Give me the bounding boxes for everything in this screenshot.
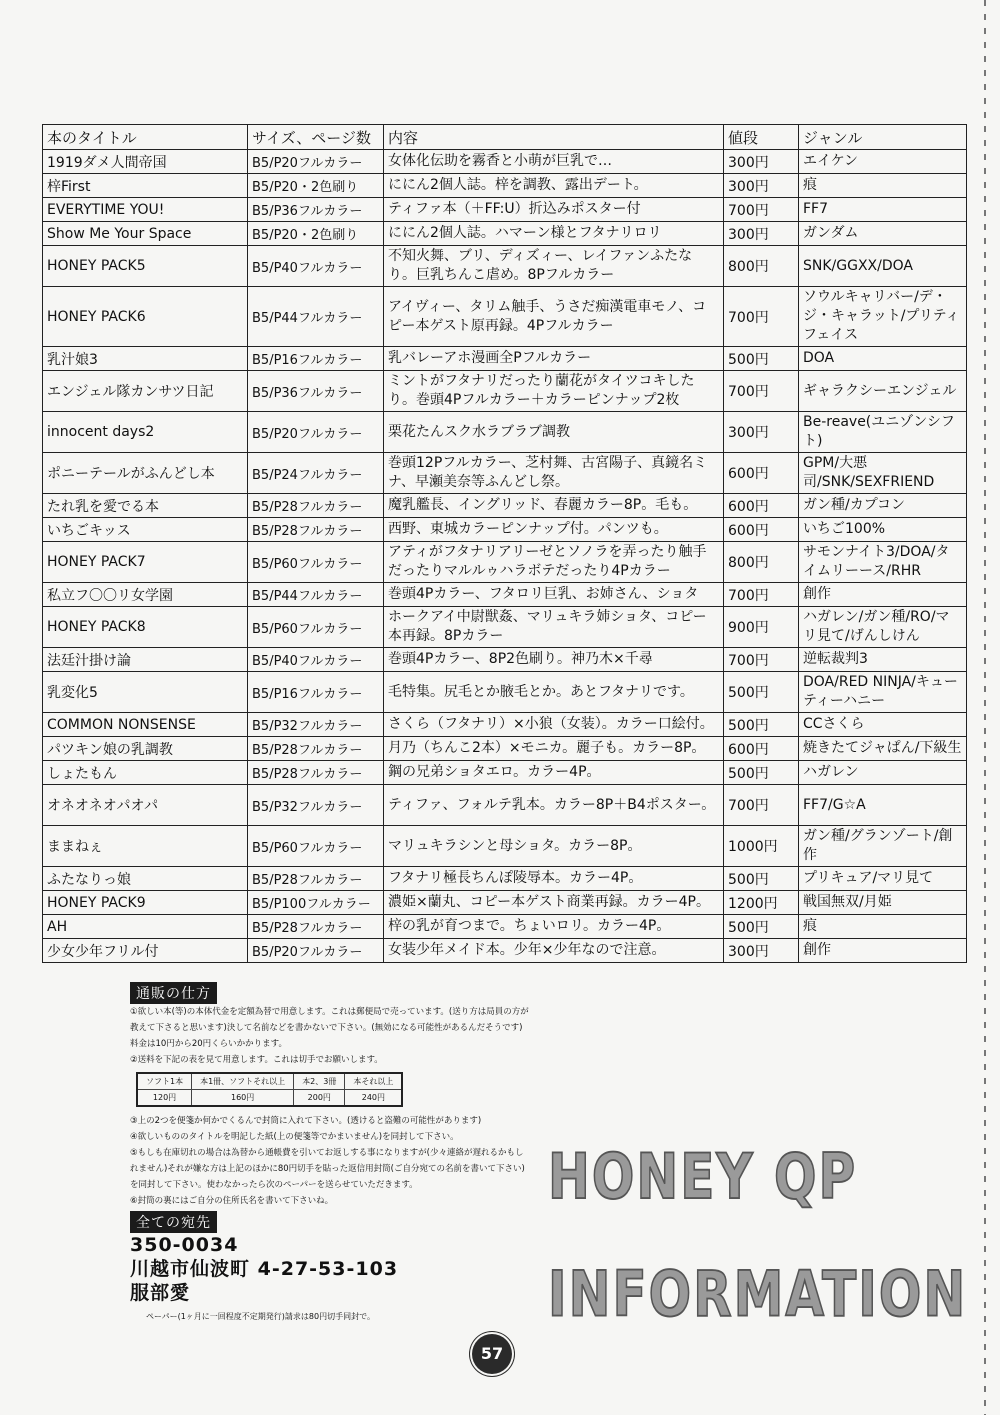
catalog-cell-title: EVERYTIME YOU!: [43, 198, 248, 222]
column-header-title: 本のタイトル: [43, 125, 248, 150]
catalog-row: [43, 542, 967, 583]
fee-header: 本2、3冊: [294, 1073, 345, 1090]
catalog-cell-price: 700円: [724, 785, 799, 826]
catalog-cell-size: B5/P20・2色刷り: [248, 222, 384, 246]
catalog-body: [43, 150, 967, 963]
catalog-cell-size: B5/P28フルカラー: [248, 761, 384, 785]
catalog-cell-size: B5/P28フルカラー: [248, 494, 384, 518]
catalog-cell-title: innocent days2: [43, 412, 248, 453]
fee-value: 240円: [361, 1093, 386, 1102]
catalog-cell-price: 800円: [724, 246, 799, 287]
catalog-cell-price: 700円: [724, 287, 799, 347]
mail-order-step: ⑤もしも在庫切れの場合は為替から通帳費を引いてお返しする事になりますが(少々連絡が遅れるかもしれません)それが嫌な方は上記のほかに80円切手を貼った返信用封筒(ご自分宛ての名前を書いて下さい)を同封して下さい。使わなかったら次のペーパーを送らせていただきます。: [130, 1148, 525, 1190]
catalog-row: [43, 826, 967, 867]
catalog-cell-size: B5/P16フルカラー: [248, 347, 384, 371]
catalog-cell-title: AH: [43, 915, 248, 939]
catalog-cell-title: HONEY PACK7: [43, 542, 248, 583]
catalog-cell-content: アティがフタナリアリーゼとソノラを弄ったり触手だったりマルルゥハラボテだったり4Pカラー: [384, 542, 724, 583]
paper-request-note: ペーパー(1ヶ月に一回程度不定期発行)請求は80円切手同封で。: [146, 1312, 375, 1321]
catalog-cell-price: 800円: [724, 542, 799, 583]
catalog-cell-title: HONEY PACK5: [43, 246, 248, 287]
street-address: 川越市仙波町 4-27-53-103: [130, 1258, 399, 1280]
mail-order-step: ④欲しいもののタイトルを明記した紙(上の便箋等でかまいません)を同封して下さい。: [130, 1132, 459, 1142]
catalog-cell-content: 鋼の兄弟ショタエロ。カラー4P。: [384, 761, 724, 785]
brand-line-1: HONEY QP: [548, 1140, 858, 1213]
catalog-cell-genre: ソウルキャリバー/デ・ジ・キャラット/プリティフェイス: [799, 287, 967, 347]
catalog-cell-size: B5/P40フルカラー: [248, 648, 384, 672]
catalog-cell-genre: 逆転裁判3: [799, 648, 967, 672]
catalog-cell-content: 西野、東城カラーピンナップ付。パンツも。: [384, 518, 724, 542]
catalog-cell-content: 巻頭4Pカラー、8P2色刷り。神乃木×千尋: [384, 648, 724, 672]
catalog-cell-genre: GPM/大悪司/SNK/SEXFRIEND: [799, 453, 967, 494]
catalog-cell-content: 巻頭4Pカラー、フタロリ巨乳、お姉さん、ショタ: [384, 583, 724, 607]
column-header-genre: ジャンル: [799, 125, 967, 150]
catalog-cell-price: 600円: [724, 737, 799, 761]
catalog-cell-genre: 焼きたてジャぱん/下級生: [799, 737, 967, 761]
catalog-cell-size: B5/P20・2色刷り: [248, 174, 384, 198]
catalog-cell-genre: ガン種/カプコン: [799, 494, 967, 518]
column-header-content: 内容: [384, 125, 724, 150]
catalog-cell-price: 1000円: [724, 826, 799, 867]
catalog-row: [43, 150, 967, 174]
catalog-cell-price: 700円: [724, 198, 799, 222]
catalog-cell-title: 私立フ〇〇リ女学園: [43, 583, 248, 607]
fee-header: ソフト1本: [137, 1073, 192, 1090]
fee-value: 160円: [192, 1090, 294, 1107]
catalog-cell-genre: 創作: [799, 583, 967, 607]
catalog-cell-content: 毛特集。尻毛とか腋毛とか。あとフタナリです。: [384, 672, 724, 713]
catalog-cell-title: 乳変化5: [43, 672, 248, 713]
page-edge-decoration: [984, 0, 986, 1415]
catalog-row: [43, 761, 967, 785]
catalog-cell-price: 700円: [724, 648, 799, 672]
catalog-cell-title: HONEY PACK9: [43, 891, 248, 915]
catalog-cell-size: B5/P28フルカラー: [248, 518, 384, 542]
catalog-cell-price: 600円: [724, 518, 799, 542]
catalog-cell-size: B5/P28フルカラー: [248, 915, 384, 939]
catalog-cell-price: 700円: [724, 371, 799, 412]
catalog-cell-genre: 痕: [799, 915, 967, 939]
catalog-cell-genre: ハガレン/ガン種/RO/マリ見て/げんしけん: [799, 607, 967, 648]
catalog-cell-content: ティファ、フォルテ乳本。カラー8P＋B4ポスター。: [384, 785, 724, 826]
catalog-cell-content: 巻頭12Pフルカラー、芝村舞、古宮陽子、真鏡名ミナ、早瀬美奈等ふんどし祭。: [384, 453, 724, 494]
catalog-cell-content: さくら（フタナリ）×小狼（女装）。カラー口絵付。: [384, 713, 724, 737]
brand-line-2: INFORMATION: [548, 1258, 968, 1331]
catalog-cell-title: オネオネオパオパ: [43, 785, 248, 826]
catalog-cell-price: 300円: [724, 222, 799, 246]
catalog-cell-size: B5/P60フルカラー: [248, 826, 384, 867]
catalog-cell-size: B5/P28フルカラー: [248, 737, 384, 761]
catalog-row: [43, 672, 967, 713]
catalog-cell-price: 500円: [724, 867, 799, 891]
catalog-cell-title: パツキン娘の乳調教: [43, 737, 248, 761]
fee-header: 本それ以上: [345, 1073, 403, 1090]
fee-value: 200円: [294, 1090, 345, 1107]
catalog-cell-size: B5/P20フルカラー: [248, 412, 384, 453]
column-header-size: サイズ、ページ数: [248, 125, 384, 150]
fee-header: 本1冊、ソフトそれ以上: [192, 1073, 294, 1090]
catalog-cell-size: B5/P20フルカラー: [248, 939, 384, 963]
catalog-cell-title: ふたなりっ娘: [43, 867, 248, 891]
catalog-cell-size: B5/P16フルカラー: [248, 672, 384, 713]
catalog-row: [43, 453, 967, 494]
catalog-cell-title: 法廷汁掛け論: [43, 648, 248, 672]
catalog-cell-genre: 創作: [799, 939, 967, 963]
catalog-cell-price: 1200円: [724, 891, 799, 915]
catalog-cell-title: ポニーテールがふんどし本: [43, 453, 248, 494]
mail-order-step: ②送料を下記の表を見て用意します。これは切手でお願いします。: [130, 1055, 383, 1065]
catalog-cell-title: 梓First: [43, 174, 248, 198]
catalog-cell-genre: エイケン: [799, 150, 967, 174]
catalog-cell-title: ままねぇ: [43, 826, 248, 867]
catalog-cell-size: B5/P24フルカラー: [248, 453, 384, 494]
catalog-row: [43, 287, 967, 347]
catalog-row: [43, 713, 967, 737]
mail-order-steps-before: [130, 1004, 530, 1068]
catalog-cell-genre: SNK/GGXX/DOA: [799, 246, 967, 287]
mail-order-heading: 通販の仕方: [130, 982, 217, 1004]
catalog-cell-genre: DOA/RED NINJA/キューティーハニー: [799, 672, 967, 713]
catalog-row: [43, 347, 967, 371]
catalog-cell-content: ミントがフタナリだったり蘭花がタイツコキしたり。巻頭4Pフルカラー＋カラーピンナップ2枚: [384, 371, 724, 412]
catalog-cell-price: 500円: [724, 713, 799, 737]
catalog-cell-title: HONEY PACK6: [43, 287, 248, 347]
catalog-cell-genre: サモンナイト3/DOA/タイムリーース/RHR: [799, 542, 967, 583]
catalog-row: [43, 412, 967, 453]
catalog-cell-size: B5/P44フルカラー: [248, 287, 384, 347]
fee-value: 120円: [137, 1090, 192, 1107]
catalog-cell-content: フタナリ極長ちんぽ陵辱本。カラー4P。: [384, 867, 724, 891]
catalog-cell-price: 700円: [724, 583, 799, 607]
catalog-cell-genre: 戦国無双/月姫: [799, 891, 967, 915]
catalog-table: [42, 124, 967, 963]
catalog-row: [43, 915, 967, 939]
catalog-cell-genre: FF7: [799, 198, 967, 222]
postal-code: 350-0034: [130, 1234, 239, 1256]
catalog-cell-size: B5/P36フルカラー: [248, 198, 384, 222]
catalog-cell-content: 月乃（ちんこ2本）×モニカ。麗子も。カラー8P。: [384, 737, 724, 761]
catalog-cell-title: Show Me Your Space: [43, 222, 248, 246]
catalog-cell-size: B5/P32フルカラー: [248, 713, 384, 737]
catalog-cell-content: ホークアイ中尉獣姦、マリュキラ姉ショタ、コピー本再録。8Pカラー: [384, 607, 724, 648]
catalog-cell-content: 梓の乳が育つまで。ちょいロリ。カラー4P。: [384, 915, 724, 939]
catalog-cell-content: 魔乳艦長、イングリッド、春麗カラー8P。毛も。: [384, 494, 724, 518]
catalog-cell-content: マリュキラシンと母ショタ。カラー8P。: [384, 826, 724, 867]
catalog-cell-size: B5/P36フルカラー: [248, 371, 384, 412]
catalog-cell-content: ににん2個人誌。ハマーン様とフタナリロリ: [384, 222, 724, 246]
catalog-cell-title: 乳汁娘3: [43, 347, 248, 371]
catalog-cell-content: ティファ本（＋FF:U）折込みポスター付: [384, 198, 724, 222]
catalog-cell-price: 600円: [724, 494, 799, 518]
column-header-price: 値段: [724, 125, 799, 150]
catalog-cell-title: 1919ダメ人間帝国: [43, 150, 248, 174]
catalog-cell-size: B5/P28フルカラー: [248, 867, 384, 891]
catalog-row: [43, 222, 967, 246]
catalog-cell-content: 濃姫×蘭丸、コピー本ゲスト商業再録。カラー4P。: [384, 891, 724, 915]
catalog-cell-genre: ガン種/グランゾート/創作: [799, 826, 967, 867]
catalog-row: [43, 891, 967, 915]
catalog-cell-size: B5/P60フルカラー: [248, 542, 384, 583]
catalog-cell-title: 少女少年フリル付: [43, 939, 248, 963]
page-number-badge: 57: [472, 1334, 512, 1374]
catalog-cell-content: 不知火舞、ブリ、ディズィー、レイファンふたなり。巨乳ちんこ虐め。8Pフルカラー: [384, 246, 724, 287]
catalog-cell-content: 女装少年メイド本。少年×少年なので注意。: [384, 939, 724, 963]
catalog-cell-content: ににん2個人誌。梓を調教、露出デート。: [384, 174, 724, 198]
catalog-row: [43, 246, 967, 287]
catalog-cell-size: B5/P44フルカラー: [248, 583, 384, 607]
catalog-cell-price: 600円: [724, 453, 799, 494]
catalog-cell-title: たれ乳を愛でる本: [43, 494, 248, 518]
catalog-cell-title: COMMON NONSENSE: [43, 713, 248, 737]
catalog-header-row: [43, 125, 967, 150]
catalog-cell-content: アイヴィー、タリム触手、うさだ痴漢電車モノ、コピー本ゲスト原再録。4Pフルカラー: [384, 287, 724, 347]
catalog-cell-price: 300円: [724, 939, 799, 963]
catalog-row: [43, 371, 967, 412]
catalog-row: [43, 939, 967, 963]
catalog-row: [43, 494, 967, 518]
catalog-row: [43, 867, 967, 891]
catalog-cell-price: 900円: [724, 607, 799, 648]
catalog-cell-genre: いちご100%: [799, 518, 967, 542]
catalog-cell-title: エンジェル隊カンサツ日記: [43, 371, 248, 412]
catalog-cell-size: B5/P32フルカラー: [248, 785, 384, 826]
brand-logo: [548, 1118, 968, 1353]
catalog-cell-genre: CCさくら: [799, 713, 967, 737]
mail-order-step: ①欲しい本(等)の本体代金を定額為替で用意します。これは郵便局で売っています。(送り方は局員の方が教えて下さると思います)決して名前などを書かないで下さい。(無効になる可能性があるんだそうです)料金は10円から20円くらいかかります。: [130, 1007, 529, 1049]
catalog-cell-size: B5/P20フルカラー: [248, 150, 384, 174]
mail-order-section: [130, 982, 530, 1322]
catalog-cell-genre: プリキュア/マリ見て: [799, 867, 967, 891]
catalog-cell-price: 300円: [724, 174, 799, 198]
catalog-row: [43, 737, 967, 761]
catalog-cell-price: 300円: [724, 412, 799, 453]
catalog-cell-title: いちごキッス: [43, 518, 248, 542]
catalog-cell-title: HONEY PACK8: [43, 607, 248, 648]
catalog-cell-price: 500円: [724, 761, 799, 785]
catalog-cell-content: 乳バレーアホ漫画全Pフルカラー: [384, 347, 724, 371]
catalog-cell-genre: 痕: [799, 174, 967, 198]
catalog-cell-price: 300円: [724, 150, 799, 174]
catalog-cell-genre: ギャラクシーエンジェル: [799, 371, 967, 412]
catalog-cell-content: 女体化伝助を霧香と小萌が巨乳で…: [384, 150, 724, 174]
catalog-cell-price: 500円: [724, 672, 799, 713]
catalog-cell-genre: ハガレン: [799, 761, 967, 785]
catalog-row: [43, 174, 967, 198]
catalog-cell-size: B5/P100フルカラー: [248, 891, 384, 915]
mail-order-steps-after: [130, 1113, 530, 1209]
catalog-row: [43, 583, 967, 607]
catalog-cell-genre: DOA: [799, 347, 967, 371]
catalog-cell-genre: Be-reave(ユニゾンシフト): [799, 412, 967, 453]
shipping-fee-table: [136, 1072, 403, 1107]
catalog-row: [43, 607, 967, 648]
catalog-cell-genre: FF7/G☆A: [799, 785, 967, 826]
catalog-cell-size: B5/P60フルカラー: [248, 607, 384, 648]
catalog-cell-content: 栗花たんスク水ラブラブ調教: [384, 412, 724, 453]
mail-order-step: ⑥封筒の裏にはご自分の住所氏名を書いて下さいね。: [130, 1196, 334, 1206]
catalog-cell-size: B5/P40フルカラー: [248, 246, 384, 287]
catalog-cell-genre: ガンダム: [799, 222, 967, 246]
catalog-cell-price: 500円: [724, 347, 799, 371]
mail-order-step: ③上の2つを便箋か何かでくるんで封筒に入れて下さい。(透けると盗難の可能性があります): [130, 1116, 482, 1126]
recipient-name: 服部愛: [130, 1282, 191, 1304]
address-block: [130, 1211, 530, 1305]
catalog-cell-title: しょたもん: [43, 761, 248, 785]
catalog-row: [43, 518, 967, 542]
address-heading: 全ての宛先: [130, 1211, 217, 1233]
catalog-row: [43, 785, 967, 826]
catalog-row: [43, 648, 967, 672]
catalog-row: [43, 198, 967, 222]
catalog-cell-price: 500円: [724, 915, 799, 939]
